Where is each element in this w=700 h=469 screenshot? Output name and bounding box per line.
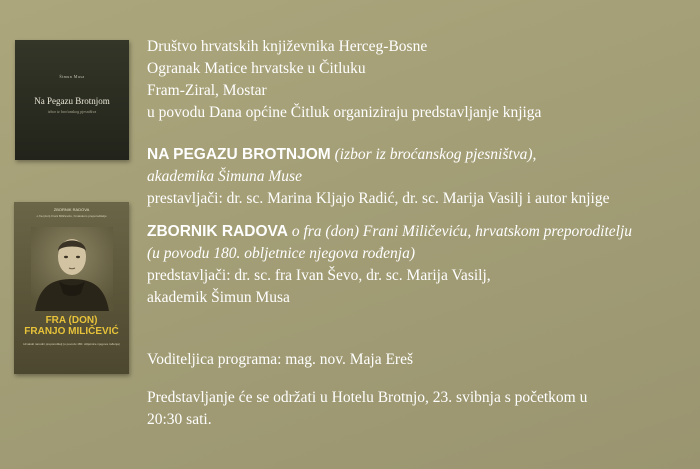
cover-title: Na Pegazu Brotnjom xyxy=(34,96,110,106)
book1-title: NA PEGAZU BROTNJOM xyxy=(147,146,331,163)
cover-author: Šimun Musa xyxy=(59,74,85,79)
cover-name: FRA (DON) FRANJO MILIČEVIĆ xyxy=(24,315,119,337)
book2-presenters: akademik Šimun Musa xyxy=(147,289,290,306)
book1-presenters: prestavljači: dr. sc. Marina Kljajo Radić, dr. sc. Marija Vasilj i autor knjige xyxy=(147,190,610,207)
organizer-line: Društvo hrvatskih književnika Herceg-Bosne xyxy=(147,38,428,55)
book2-presenters: predstavljači: dr. sc. fra Ivan Ševo, dr. sc. Marija Vasilj, xyxy=(147,267,491,284)
book2-heading xyxy=(147,221,692,243)
book-cover-zbornik-radova xyxy=(14,202,129,374)
cover-top-line-2: o fra (don) Frani Miličeviću, hrvatskom preporoditelju xyxy=(36,214,107,218)
program-host: Voditeljica programa: mag. nov. Maja Ereš xyxy=(147,351,414,368)
book1-subtitle: (izbor iz broćanskog pjesništva), xyxy=(334,146,537,163)
book1-heading xyxy=(147,144,692,166)
book2-subtitle: o fra (don) Frani Miličeviću, hrvatskom preporoditelju xyxy=(291,223,633,240)
book1-author: akademika Šimuna Muse xyxy=(147,168,302,185)
organizer-line: Fram-Ziral, Mostar xyxy=(147,82,267,99)
book2-occasion: (u povodu 180. obljetnice njegova rođenja) xyxy=(147,245,416,262)
event-details: 20:30 sati. xyxy=(147,411,212,428)
announcement-text xyxy=(147,36,692,431)
friar-portrait-image xyxy=(31,227,113,311)
book2-title: ZBORNIK RADOVA xyxy=(147,223,288,240)
event-details: Predstavljanje će se održati u Hotelu Brotnjo, 23. svibnja s početkom u xyxy=(147,389,588,406)
organizer-line: Ogranak Matice hrvatske u Čitluku xyxy=(147,60,366,77)
cover-bottom-text: Hrvatski narodni preporoditelj (u povodu 180. obljetnice njegova rođenja) xyxy=(23,342,120,346)
book-cover-na-pegazu-brotnjom xyxy=(15,40,129,160)
organizer-line: u povodu Dana općine Čitluk organiziraju predstavljanje knjiga xyxy=(147,104,542,121)
cover-top-line-1: ZBORNIK RADOVA xyxy=(53,207,90,212)
cover-subtitle: izbor iz broćanskog pjesništva xyxy=(47,109,97,114)
